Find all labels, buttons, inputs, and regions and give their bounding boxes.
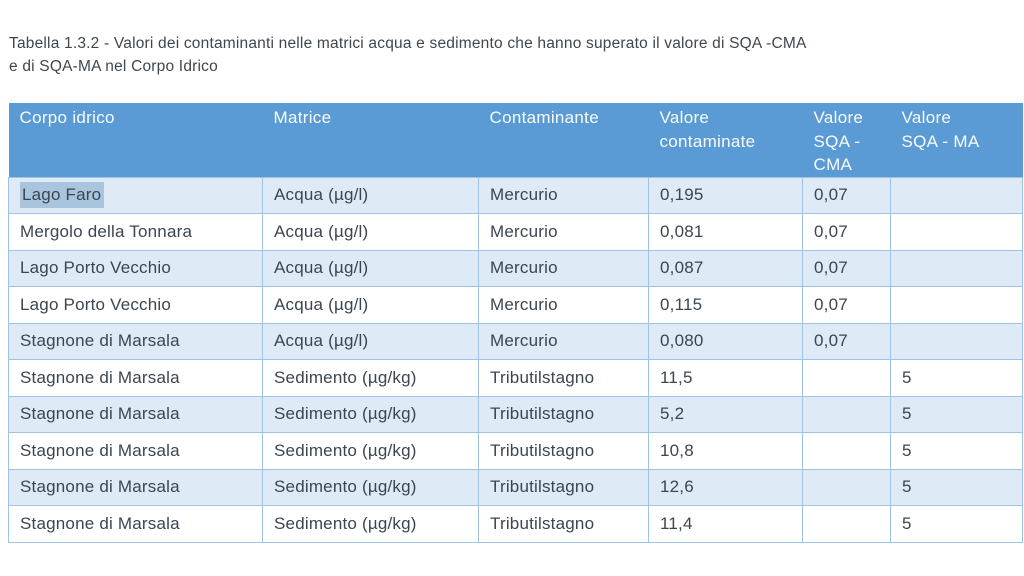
table-cell [891, 177, 1023, 214]
table-cell: 11,5 [649, 360, 803, 397]
table-cell: Tributilstagno [479, 506, 649, 543]
column-header-matrice [263, 103, 479, 177]
table-caption [9, 33, 1019, 78]
selected-text[interactable]: Lago Faro [20, 182, 104, 208]
table-caption-line-1: Tabella 1.3.2 - Valori dei contaminanti nelle matrici acqua e sedimento che hanno superato il valore di SQA -CMA [9, 35, 807, 52]
table-cell [891, 250, 1023, 287]
table-cell: 5 [891, 360, 1023, 397]
table-cell: Sedimento (µg/kg) [263, 469, 479, 506]
table-cell: Sedimento (µg/kg) [263, 433, 479, 470]
column-header-valore-sqa-cma [803, 103, 891, 177]
table-cell [803, 433, 891, 470]
column-header-label: SQA - MA [901, 131, 980, 151]
table-row [9, 433, 1023, 470]
table-row [9, 287, 1023, 324]
column-header-contaminante [479, 103, 649, 177]
table-cell: Sedimento (µg/kg) [263, 506, 479, 543]
table-cell: Mercurio [479, 287, 649, 324]
table-cell: Stagnone di Marsala [9, 360, 263, 397]
table-cell: 0,081 [649, 214, 803, 251]
table-cell: Mercurio [479, 250, 649, 287]
table-cell: Lago Porto Vecchio [9, 250, 263, 287]
column-header-label: Corpo idrico [19, 108, 115, 127]
table-cell: Mergolo della Tonnara [9, 214, 263, 251]
table-caption-line-2: e di SQA-MA nel Corpo Idrico [9, 57, 218, 75]
table-cell: 5 [891, 396, 1023, 433]
table-cell: 0,07 [803, 214, 891, 251]
table-cell: 5 [891, 433, 1023, 470]
contaminants-table [8, 103, 1023, 543]
table-cell [803, 469, 891, 506]
table-cell: Acqua (µg/l) [263, 214, 479, 251]
table-cell: 0,115 [649, 287, 803, 324]
table-cell: 5 [891, 469, 1023, 506]
table-row [9, 323, 1023, 360]
table-cell: 0,195 [649, 177, 803, 214]
table-cell: Mercurio [479, 214, 649, 251]
column-header-label: Contaminante [489, 108, 599, 127]
table-cell: 12,6 [649, 469, 803, 506]
table-header-row [9, 103, 1023, 177]
table-row [9, 506, 1023, 543]
table-cell: 0,087 [649, 250, 803, 287]
table-cell: Stagnone di Marsala [9, 396, 263, 433]
table-row [9, 469, 1023, 506]
table-row [9, 177, 1023, 214]
table-cell: Mercurio [479, 323, 649, 360]
table-cell [891, 214, 1023, 251]
table-row [9, 360, 1023, 397]
table-cell: 10,8 [649, 433, 803, 470]
table-cell: 5 [891, 506, 1023, 543]
table-row [9, 250, 1023, 287]
column-header-label: Valore [659, 108, 710, 127]
table-cell: Stagnone di Marsala [9, 469, 263, 506]
table-cell: Tributilstagno [479, 396, 649, 433]
table-cell [891, 287, 1023, 324]
table-cell: Stagnone di Marsala [9, 506, 263, 543]
column-header-label: Valore [813, 108, 864, 127]
table-cell: Tributilstagno [479, 360, 649, 397]
table-cell: Sedimento (µg/kg) [263, 360, 479, 397]
table-cell: 0,07 [803, 323, 891, 360]
column-header-valore-sqa-ma [891, 103, 1023, 177]
column-header-label: Valore [901, 108, 952, 127]
table-cell: Acqua (µg/l) [263, 177, 479, 214]
table-cell: Stagnone di Marsala [9, 433, 263, 470]
table-cell [803, 396, 891, 433]
column-header-valore-contaminate [649, 103, 803, 177]
column-header-label: CMA [813, 155, 853, 174]
table-cell: Tributilstagno [479, 469, 649, 506]
table-cell: Tributilstagno [479, 433, 649, 470]
table-cell: 0,07 [803, 177, 891, 214]
table-cell: 0,080 [649, 323, 803, 360]
column-header-label: Matrice [273, 108, 332, 127]
table-cell [9, 177, 263, 214]
table-cell [891, 323, 1023, 360]
table-cell: 11,4 [649, 506, 803, 543]
table-cell: Sedimento (µg/kg) [263, 396, 479, 433]
table-cell [803, 506, 891, 543]
table-cell: 0,07 [803, 250, 891, 287]
table-cell [803, 360, 891, 397]
table-cell: Stagnone di Marsala [9, 323, 263, 360]
table-row [9, 396, 1023, 433]
table-cell: 0,07 [803, 287, 891, 324]
table-cell: 5,2 [649, 396, 803, 433]
table-cell: Lago Porto Vecchio [9, 287, 263, 324]
table-cell: Mercurio [479, 177, 649, 214]
table-cell: Acqua (µg/l) [263, 287, 479, 324]
table-cell: Acqua (µg/l) [263, 323, 479, 360]
column-header-corpo-idrico [9, 103, 263, 177]
table-row [9, 214, 1023, 251]
column-header-label: contaminate [659, 131, 756, 151]
table-cell: Acqua (µg/l) [263, 250, 479, 287]
column-header-label: SQA - [813, 131, 861, 151]
